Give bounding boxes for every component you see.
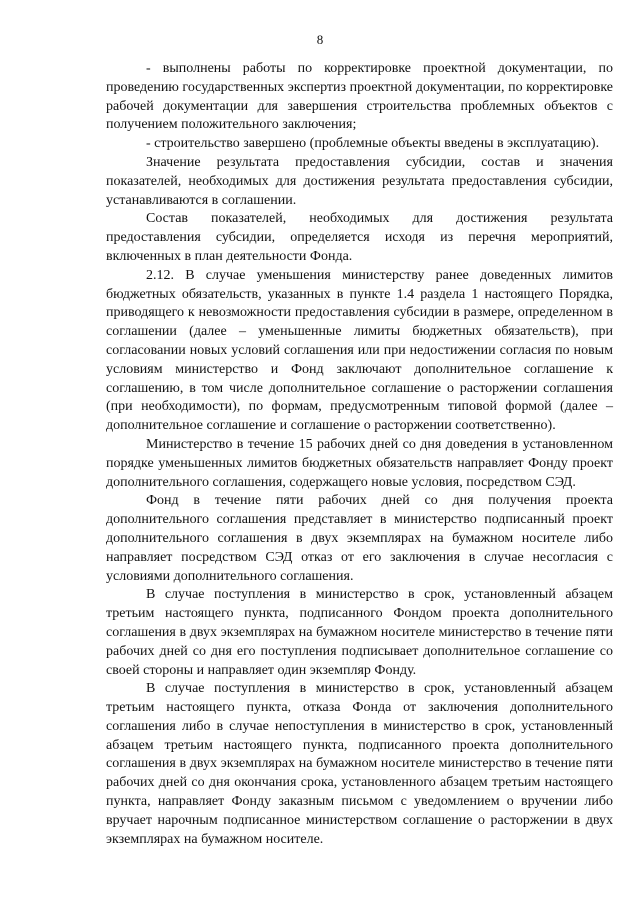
paragraph-section-2-12: 2.12. В случае уменьшения министерству ранее доведенных лимитов бюджетных обязательств, указанных в пункте 1.4 раздела 1 настоящего Порядка, приводящего к невозможности предоставления субсидии в размере, определенном в соглашении (далее – уменьшенные лимиты бюджетных обязательств), при согласовании новых условий соглашения или при недостижении согласия по новым условиям министерство и Фонд заключают дополнительное соглашение к соглашению, в том числе дополнительное соглашение о расторжении соглашения (при необходимости), по формам, предусмотренным типовой формой (далее – дополнительное соглашение и соглашение о расторжении соответственно). (106, 267, 613, 434)
paragraph-bullet-design-works: - выполнены работы по корректировке проектной документации, по проведению государственных экспертиз проектной документации, по корректировке рабочей документации для завершения строительства проблемных объектов с получением положительного заключения; (106, 61, 613, 133)
paragraph-refusal-termination: В случае поступления в министерство в срок, установленный абзацем третьим настоящего пункта, отказа Фонда от заключения дополнительного соглашения либо в случае непоступления в министерство в срок, установленный абзацем третьим настоящего пункта, подписанного проекта дополнительного соглашения в двух экземплярах на бумажном носителе министерство в течение пяти рабочих дней со дня окончания срока, установленного абзацем третьим настоящего пункта, направляет Фонду заказным письмом с уведомлением о вручении либо вручает нарочным подписанное министерством соглашение о расторжении в двух экземплярах на бумажном носителе. (106, 681, 613, 847)
paragraph-fund-five-days: Фонд в течение пяти рабочих дней со дня получения проекта дополнительного соглашения представляет в министерство подписанный проект дополнительного соглашения в двух экземплярах на бумажном носителе либо направляет посредством СЭД отказ от его заключения в случае несогласия с условиями дополнительного соглашения. (106, 493, 613, 584)
paragraph-bullet-construction-complete: - строительство завершено (проблемные объекты введены в эксплуатацию). (146, 136, 600, 152)
paragraph-ministry-15-days: Министерство в течение 15 рабочих дней со дня доведения в установленном порядке уменьшенных лимитов бюджетных обязательств направляет Фонду проект дополнительного соглашения, содержащего новые условия, посредством СЭД. (106, 436, 613, 490)
paragraph-indicators: Состав показателей, необходимых для достижения результата предоставления субсидии, определяется исходя из перечня мероприятий, включенных в план деятельности Фонда. (106, 211, 613, 264)
document-body (106, 60, 613, 849)
paragraph-subsidy-result: Значение результата предоставления субсидии, состав и значения показателей, необходимых для достижения результата предоставления субсидии, устанавливаются в соглашении. (106, 154, 613, 208)
page-number: 8 (316, 32, 324, 47)
paragraph-signed-receipt: В случае поступления в министерство в срок, установленный абзацем третьим настоящего пункта, подписанного Фондом проекта дополнительного соглашения в двух экземплярах на бумажном носителе министерство в течение пяти рабочих дней со дня его поступления подписывает дополнительное соглашение со своей стороны и направляет один экземпляр Фонду. (106, 587, 613, 678)
